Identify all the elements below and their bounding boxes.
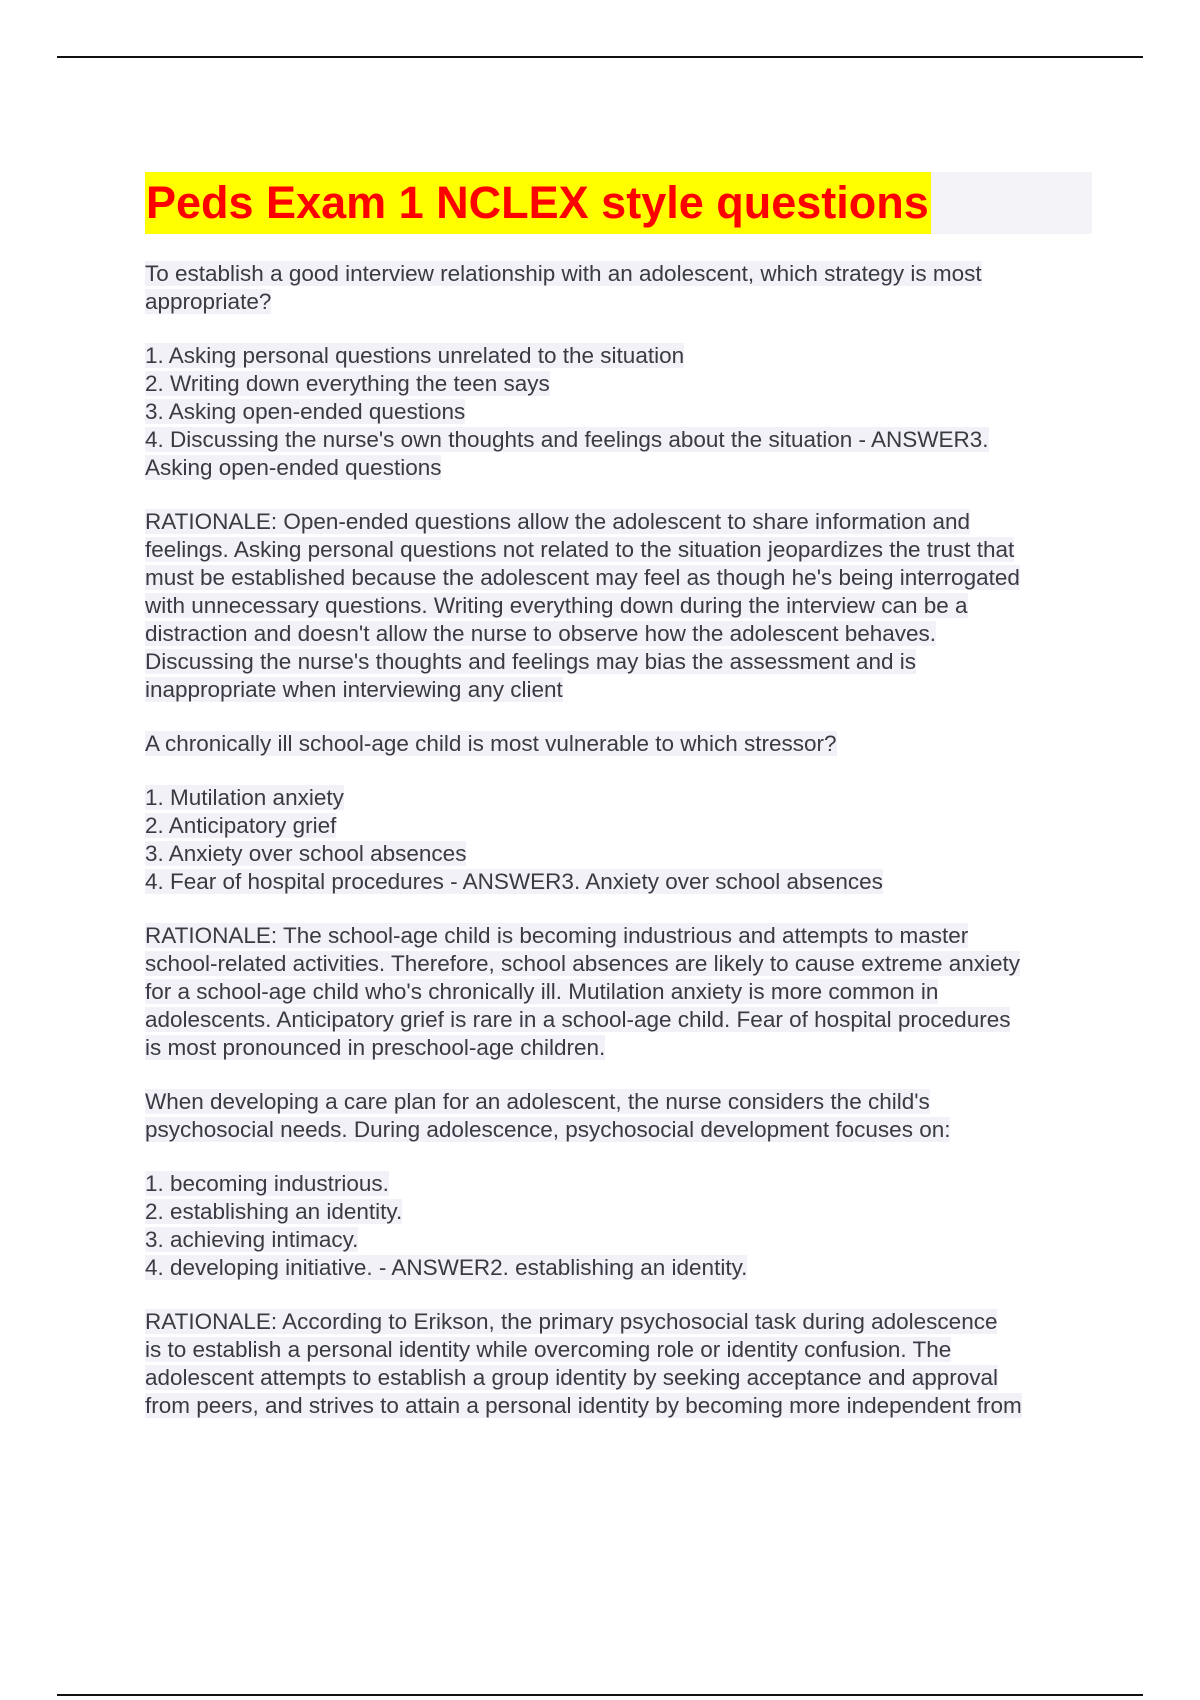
option-line: 4. developing initiative. - ANSWER2. establishing an identity. xyxy=(145,1255,748,1280)
option-line: 2. Anticipatory grief xyxy=(145,813,337,838)
question-1 xyxy=(145,260,1095,316)
bottom-rule xyxy=(57,1694,1143,1696)
text-line: RATIONALE: According to Erikson, the primary psychosocial task during adolescence xyxy=(145,1309,998,1334)
text-line: psychosocial needs. During adolescence, psychosocial development focuses on: xyxy=(145,1117,951,1142)
option-line: Asking open-ended questions xyxy=(145,455,442,480)
question-3 xyxy=(145,1088,1095,1144)
option-line: 3. achieving intimacy. xyxy=(145,1227,359,1252)
text-line: When developing a care plan for an adolescent, the nurse considers the child's xyxy=(145,1089,930,1114)
rationale-2 xyxy=(145,922,1095,1062)
option-line: 1. Mutilation anxiety xyxy=(145,785,344,810)
text-line: is most pronounced in preschool-age children. xyxy=(145,1035,606,1060)
text-line: RATIONALE: The school-age child is becoming industrious and attempts to master xyxy=(145,923,969,948)
question-2 xyxy=(145,730,1095,758)
title-band xyxy=(145,172,1092,234)
text-line: for a school-age child who's chronically ill. Mutilation anxiety is more common in xyxy=(145,979,939,1004)
options-2 xyxy=(145,784,1095,896)
text-line: A chronically ill school-age child is most vulnerable to which stressor? xyxy=(145,731,837,756)
option-line: 4. Fear of hospital procedures - ANSWER3. Anxiety over school absences xyxy=(145,869,883,894)
text-line: school-related activities. Therefore, school absences are likely to cause extreme anxiety xyxy=(145,951,1021,976)
rationale-3 xyxy=(145,1308,1095,1420)
option-line: 1. becoming industrious. xyxy=(145,1171,389,1196)
options-1 xyxy=(145,342,1095,482)
text-line: inappropriate when interviewing any client xyxy=(145,677,563,702)
option-line: 3. Asking open-ended questions xyxy=(145,399,466,424)
text-line: adolescent attempts to establish a group identity by seeking acceptance and approval xyxy=(145,1365,999,1390)
text-line: distraction and doesn't allow the nurse to observe how the adolescent behaves. xyxy=(145,621,937,646)
text-line: To establish a good interview relationship with an adolescent, which strategy is most xyxy=(145,261,982,286)
text-line: must be established because the adolescent may feel as though he's being interrogated xyxy=(145,565,1020,590)
top-rule xyxy=(57,56,1143,58)
option-line: 3. Anxiety over school absences xyxy=(145,841,467,866)
option-line: 2. Writing down everything the teen says xyxy=(145,371,550,396)
text-line: from peers, and strives to attain a personal identity by becoming more independent from xyxy=(145,1393,1022,1418)
text-line: feelings. Asking personal questions not related to the situation jeopardizes the trust that xyxy=(145,537,1015,562)
options-3 xyxy=(145,1170,1095,1282)
document-title: Peds Exam 1 NCLEX style questions xyxy=(145,172,931,234)
text-line: adolescents. Anticipatory grief is rare in a school-age child. Fear of hospital procedures xyxy=(145,1007,1011,1032)
rationale-1 xyxy=(145,508,1095,704)
text-line: RATIONALE: Open-ended questions allow the adolescent to share information and xyxy=(145,509,971,534)
document-body xyxy=(145,172,1095,1446)
text-line: with unnecessary questions. Writing everything down during the interview can be a xyxy=(145,593,968,618)
option-line: 2. establishing an identity. xyxy=(145,1199,403,1224)
text-line: appropriate? xyxy=(145,289,272,314)
text-line: Discussing the nurse's thoughts and feelings may bias the assessment and is xyxy=(145,649,916,674)
option-line: 1. Asking personal questions unrelated to the situation xyxy=(145,343,685,368)
text-line: is to establish a personal identity while overcoming role or identity confusion. The xyxy=(145,1337,952,1362)
option-line: 4. Discussing the nurse's own thoughts and feelings about the situation - ANSWER3. xyxy=(145,427,989,452)
